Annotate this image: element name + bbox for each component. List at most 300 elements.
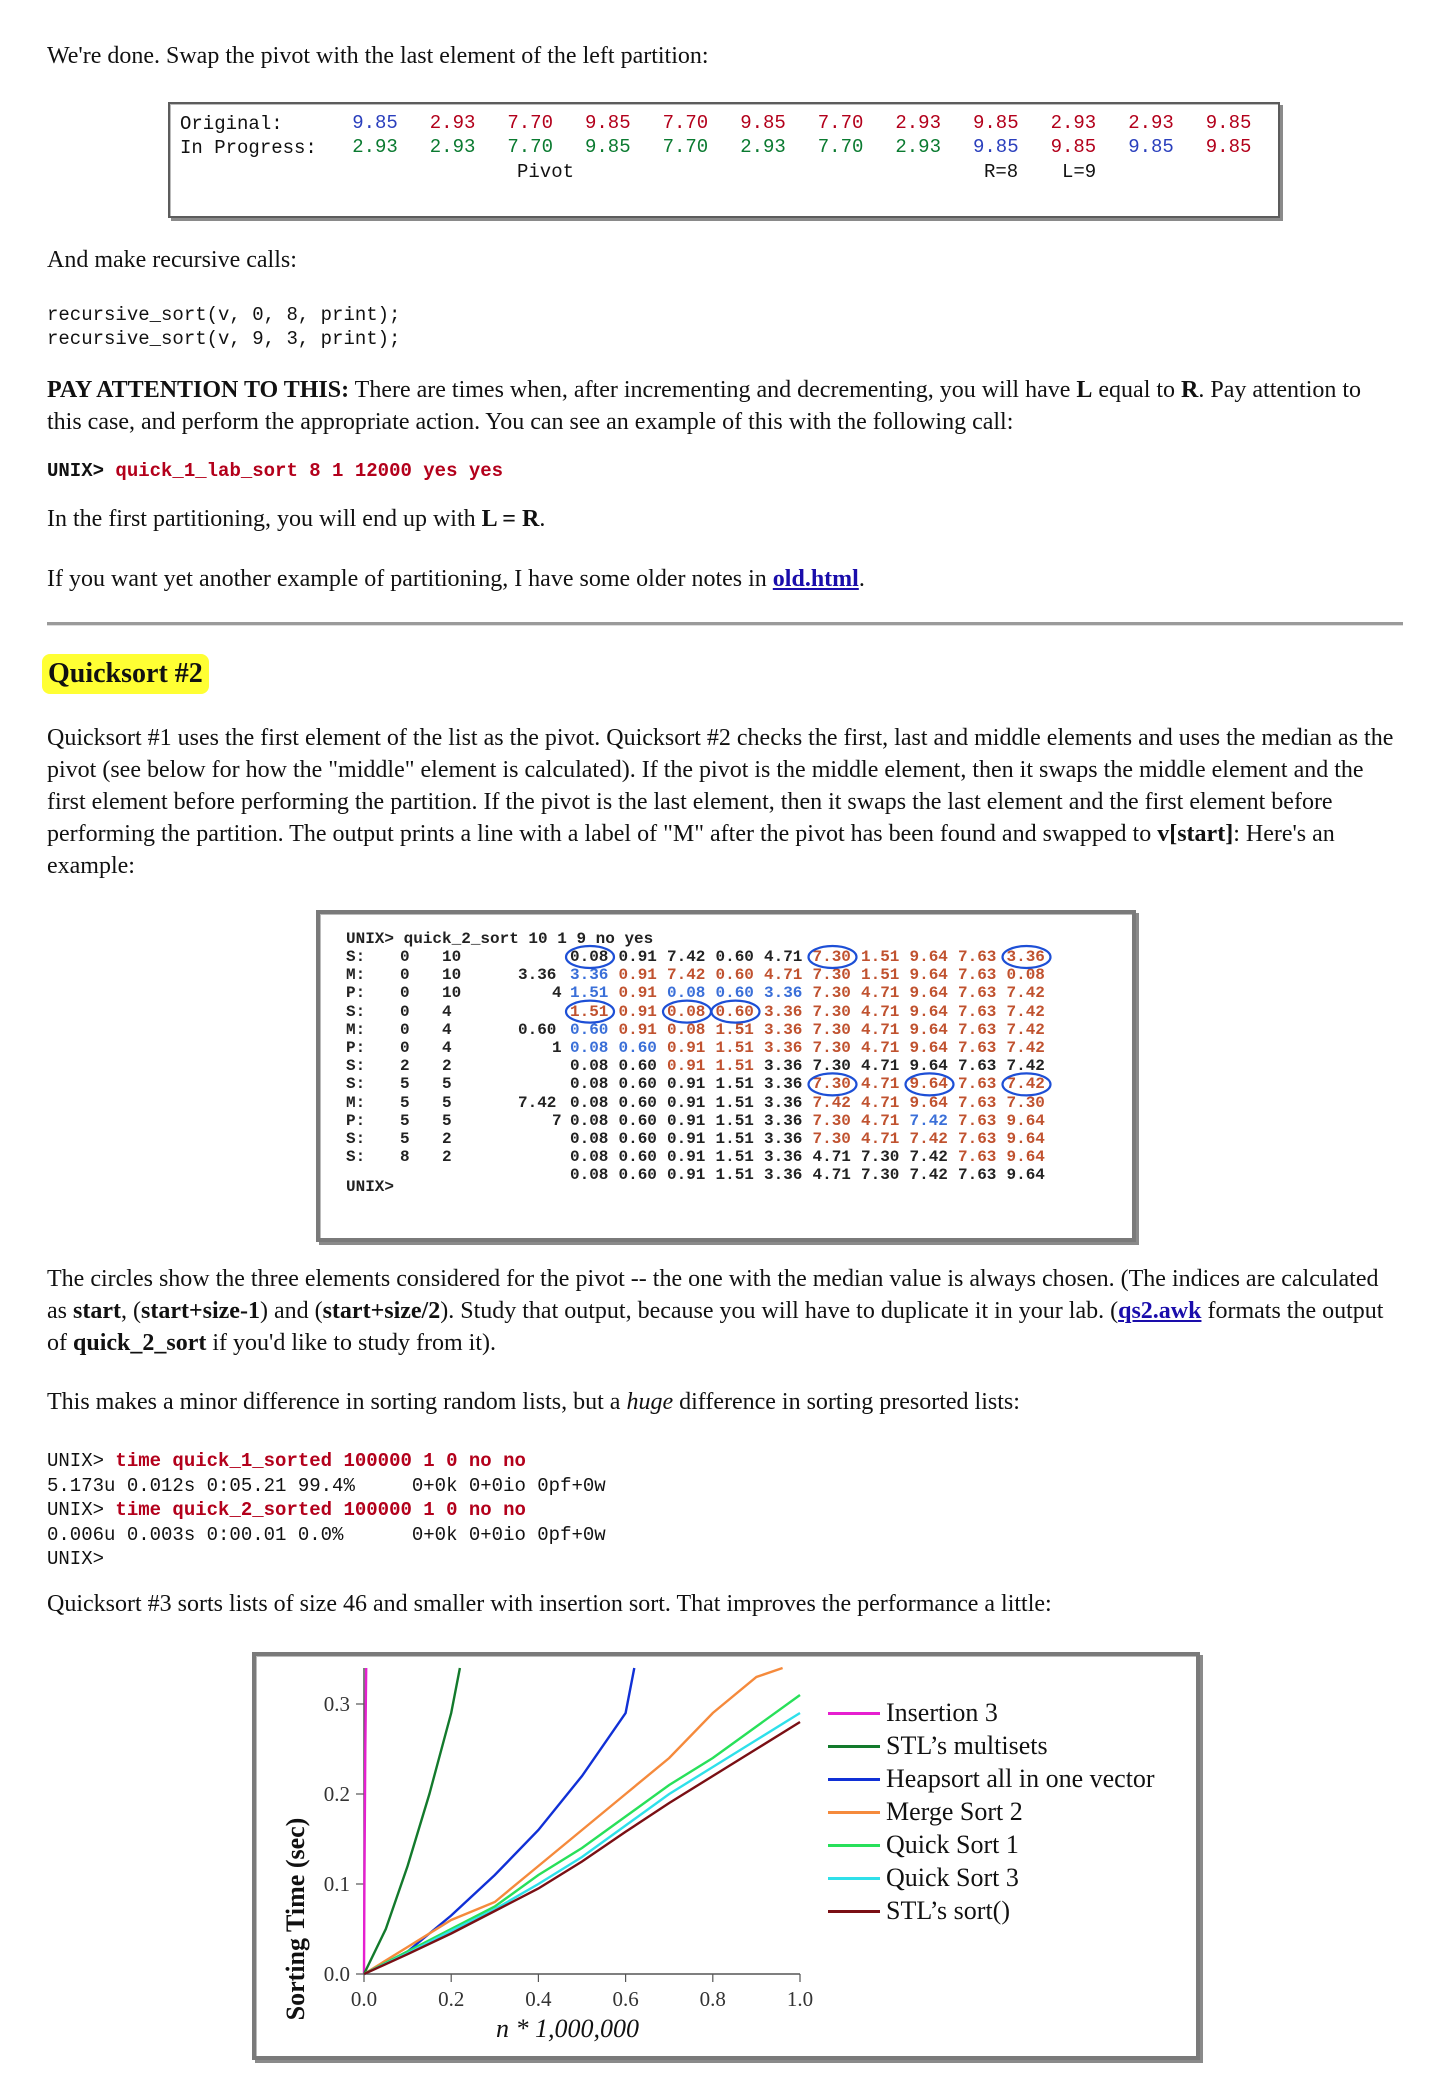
row-value: 9.64	[909, 1020, 948, 1039]
row-value: 9.64	[909, 1075, 948, 1094]
row-value: 4.71	[861, 1111, 900, 1130]
row-pivot: 7.42	[518, 1093, 557, 1112]
row-value: 0.60	[618, 1039, 657, 1057]
row-value: 7.42	[1006, 1039, 1045, 1057]
legend-swatch	[828, 1844, 880, 1847]
x-tick-label: 1.0	[786, 1987, 814, 2011]
row-value: 1.51	[861, 966, 900, 985]
attention-R: R	[1181, 377, 1199, 403]
row-value: 1.51	[715, 1020, 754, 1039]
row-value: 7.30	[812, 1020, 851, 1039]
row-value: 0.60	[618, 1166, 657, 1185]
attention-text-a: There are times when, after incrementing and decrementing, you will have	[349, 377, 1077, 403]
row-value: 0.91	[667, 1166, 706, 1185]
row-value: 1.51	[715, 1111, 754, 1130]
original-value: 7.70	[817, 112, 864, 134]
in-progress-value: 9.85	[1205, 136, 1252, 158]
circles-text-b: , (	[120, 1298, 141, 1324]
presorted-output: 0.006u 0.003s 0:00.01 0.0% 0+0k 0+0io 0pf+0w	[47, 1523, 606, 1546]
row-value: 0.08	[1006, 966, 1045, 985]
in-progress-value: 9.85	[584, 136, 631, 158]
circles-paragraph	[47, 1263, 1397, 1359]
row-value: 7.30	[861, 1148, 900, 1167]
qs2-bold: v[start]	[1157, 821, 1234, 847]
y-axis-label: Sorting Time (sec)	[281, 1817, 310, 2021]
row-value: 9.64	[909, 984, 948, 1003]
partition-box	[168, 102, 1280, 218]
row-size: 5	[442, 1111, 452, 1130]
original-value: 2.93	[1128, 112, 1174, 134]
circles-text-a: The circles show the three elements considered for the pivot -- the one with the median value is always chosen. (The indices are calculated as	[47, 1266, 1379, 1324]
row-value: 9.64	[909, 1002, 948, 1021]
x-tick-label: 0.6	[612, 1987, 639, 2011]
recursive-call-2: recursive_sort(v, 9, 3, print);	[47, 328, 401, 350]
row-pivot: 3.36	[518, 966, 557, 985]
intro-line: We're done. Swap the pivot with the last element of the left partition:	[47, 43, 709, 69]
legend-swatch	[828, 1877, 880, 1880]
presorted-command-line	[47, 1547, 104, 1571]
row-value: 3.36	[764, 1039, 803, 1057]
pivot-candidate-circle	[1003, 1073, 1051, 1095]
row-size: 10	[442, 966, 462, 985]
in-progress-value: 2.93	[429, 136, 476, 158]
in-progress-value: 7.70	[817, 136, 864, 158]
attention-text-b: equal to	[1092, 377, 1182, 403]
x-tick-label: 0.8	[699, 1987, 726, 2011]
row-value: 0.08	[570, 1075, 609, 1094]
row-value: 0.91	[618, 984, 657, 1003]
row-value: 7.63	[958, 1075, 997, 1094]
row-value: 0.08	[570, 1093, 609, 1112]
row-start: 5	[400, 1093, 410, 1112]
row-value: 0.91	[667, 1075, 706, 1094]
row-size: 10	[442, 984, 462, 1003]
row-value: 0.60	[715, 1002, 754, 1021]
row-value: 0.08	[570, 1166, 609, 1185]
x-tick-label: 0.4	[525, 1987, 552, 2011]
row-value: 7.42	[909, 1166, 948, 1185]
row-value: 7.30	[812, 1057, 851, 1076]
row-start: 5	[400, 1130, 410, 1148]
unix-command-line	[47, 459, 503, 483]
in-progress-value: 7.70	[507, 136, 553, 158]
row-label: P:	[346, 984, 366, 1003]
legend-label: Quick Sort 3	[886, 1863, 1019, 1892]
row-value: 0.91	[618, 948, 657, 966]
row-value: 7.42	[1006, 1075, 1045, 1094]
chart-frame	[252, 1652, 1200, 2060]
row-value: 4.71	[764, 948, 803, 966]
legend-swatch	[828, 1910, 880, 1913]
row-value: 0.60	[618, 1057, 657, 1076]
y-tick-label: 0.2	[323, 1782, 350, 1806]
row-value: 4.71	[861, 1075, 900, 1094]
in-progress-value: 9.85	[1128, 136, 1174, 158]
row-value: 7.42	[1006, 1057, 1045, 1076]
row-start: 2	[400, 1057, 410, 1076]
row-start: 5	[400, 1111, 410, 1130]
row-label: S:	[346, 1075, 366, 1094]
row-value: 7.63	[958, 1057, 997, 1076]
row-value: 9.64	[909, 1057, 948, 1076]
row-value: 1.51	[715, 1039, 754, 1057]
x-tick-label: 0.0	[350, 1987, 378, 2011]
row-value: 7.63	[958, 1166, 997, 1185]
row-value: 3.36	[764, 984, 803, 1003]
row-value: 0.60	[618, 1130, 657, 1148]
qs2-awk-link[interactable]: qs2.awk	[1118, 1298, 1202, 1324]
row-value: 3.36	[764, 1130, 803, 1148]
row-value: 9.64	[1006, 1148, 1045, 1167]
pivot-label: Pivot	[517, 161, 575, 183]
row-pivot: 0.60	[518, 1020, 557, 1039]
row-value: 7.63	[958, 1148, 997, 1167]
first-partition-text	[47, 503, 1397, 535]
legend-label: STL’s sort()	[886, 1896, 1010, 1925]
first-partition-eq: L = R	[481, 506, 540, 532]
row-value: 0.08	[570, 1057, 609, 1076]
row-value: 7.30	[861, 1166, 900, 1185]
circles-text-c: ) and (	[259, 1298, 323, 1324]
circles-start-size: start+size-1	[140, 1298, 260, 1324]
row-value: 7.63	[958, 966, 997, 985]
row-value: 7.42	[909, 1130, 948, 1148]
pivot-candidate-circle	[566, 1001, 614, 1023]
terminal-output	[316, 910, 1136, 1242]
row-value: 7.42	[812, 1093, 851, 1112]
row-value: 9.64	[1006, 1166, 1045, 1185]
attention-text-c: . Pay attention to this case, and perform the appropriate action. You can see an example of this with the following call:	[47, 377, 1362, 435]
row-value: 9.64	[909, 1039, 948, 1057]
row-size: 2	[442, 1057, 452, 1076]
row-value: 0.60	[618, 1111, 657, 1130]
qs2-paragraph	[47, 722, 1397, 882]
row-value: 7.42	[1006, 984, 1045, 1003]
unix-prompt: UNIX>	[47, 1450, 116, 1472]
row-value: 0.08	[570, 1039, 609, 1057]
legend-swatch	[828, 1745, 880, 1748]
legend-label: Quick Sort 1	[886, 1830, 1019, 1859]
row-value: 7.30	[812, 1130, 851, 1148]
in-progress-value: 2.93	[352, 136, 398, 158]
row-value: 0.91	[667, 1039, 706, 1057]
row-value: 0.08	[667, 1020, 706, 1039]
row-value: 0.91	[618, 1020, 657, 1039]
row-size: 4	[442, 1020, 452, 1039]
presorted-em: huge	[626, 1389, 674, 1415]
section-title: Quicksort #2	[42, 654, 209, 694]
row-value: 1.51	[570, 1002, 609, 1021]
row-value: 0.91	[667, 1057, 706, 1076]
row-value: 7.42	[1006, 1020, 1045, 1039]
presorted-command-line	[47, 1498, 526, 1522]
attention-L: L	[1076, 377, 1093, 403]
row-value: 0.91	[618, 966, 657, 985]
pivot-candidate-circle	[906, 1073, 954, 1095]
presorted-command: time quick_1_sorted 100000 1 0 no no	[115, 1450, 526, 1472]
row-label: S:	[346, 1130, 366, 1148]
presorted-output: 5.173u 0.012s 0:05.21 99.4% 0+0k 0+0io 0pf+0w	[47, 1474, 606, 1497]
row-value: 0.08	[667, 984, 706, 1003]
row-value: 0.60	[618, 1075, 657, 1094]
row-value: 0.91	[667, 1111, 706, 1130]
row-value: 7.30	[812, 1111, 851, 1130]
legend-swatch	[828, 1811, 880, 1814]
circles-text-e: formats the output of	[47, 1298, 1384, 1356]
row-value: 7.30	[812, 1075, 851, 1094]
row-value: 4.71	[861, 1002, 900, 1021]
row-value: 3.36	[764, 1111, 803, 1130]
first-partition-b: .	[539, 506, 546, 532]
y-tick-label: 0.1	[323, 1872, 350, 1896]
original-value: 2.93	[1050, 112, 1097, 134]
row-value: 0.60	[570, 1020, 609, 1039]
terminal-end-prompt: UNIX>	[346, 1178, 395, 1196]
original-value: 9.85	[352, 112, 398, 134]
row-value: 3.36	[764, 1166, 803, 1185]
row-value: 4.71	[861, 1020, 900, 1039]
in-progress-value: 2.93	[895, 136, 941, 158]
row-start: 0	[400, 984, 410, 1003]
circles-start: start	[73, 1298, 121, 1324]
row-value: 4.71	[764, 966, 803, 985]
row-label: P:	[346, 1111, 366, 1130]
row-value: 1.51	[715, 1075, 754, 1094]
row-label: S:	[346, 1002, 366, 1021]
unix-command: quick_1_lab_sort 8 1 12000 yes yes	[115, 460, 504, 482]
row-label: S:	[346, 948, 366, 966]
row-value: 4.71	[812, 1166, 851, 1185]
qs2-text-a: Quicksort #1 uses the first element of the list as the pivot. Quicksort #2 checks the first, last and middle elements and uses the median as the pivot (see below for how the "middle" element is calculated). If the pivot is the middle element, then it swaps the middle element and the first element before performing the partition. If the pivot is the last element, then it swaps the last element and the first element before performing the partition. The output prints a line with a label of "M" after the pivot has been found and swapped to	[47, 725, 1394, 847]
row-value: 0.60	[618, 1148, 657, 1167]
original-value: 7.70	[507, 112, 553, 134]
row-pivot: 1	[552, 1039, 562, 1057]
row-value: 4.71	[861, 1130, 900, 1148]
y-tick-label: 0.3	[323, 1692, 350, 1716]
terminal-command: UNIX> quick_2_sort 10 1 9 no yes	[346, 930, 654, 948]
recursive-intro: And make recursive calls:	[47, 247, 297, 273]
row-value: 1.51	[715, 1093, 754, 1112]
circles-start-half: start+size/2	[322, 1298, 441, 1324]
presorted-paragraph	[47, 1386, 1397, 1418]
older-notes-a: If you want yet another example of partitioning, I have some older notes in	[47, 566, 773, 592]
y-axis-label-wrap	[256, 1806, 310, 2026]
row-size: 2	[442, 1130, 452, 1148]
in-progress-value: 9.85	[1050, 136, 1097, 158]
pivot-candidate-circle	[712, 1001, 760, 1023]
row-value: 7.63	[958, 984, 997, 1003]
pivot-candidate-circle	[566, 946, 614, 968]
row-value: 7.63	[958, 1020, 997, 1039]
row-value: 4.71	[861, 1093, 900, 1112]
row-size: 10	[442, 948, 462, 966]
row-label: P:	[346, 1039, 366, 1057]
row-label: M:	[346, 1093, 366, 1112]
legend-label: Heapsort all in one vector	[886, 1764, 1155, 1793]
row-value: 7.63	[958, 1093, 997, 1112]
in-progress-value: 7.70	[662, 136, 709, 158]
row-value: 0.08	[570, 948, 609, 966]
row-value: 0.60	[715, 984, 754, 1003]
sorting-time-chart	[256, 1656, 1196, 2056]
row-value: 7.63	[958, 948, 997, 966]
legend-label: Merge Sort 2	[886, 1797, 1023, 1826]
row-value: 3.36	[764, 1148, 803, 1167]
row-value: 4.71	[812, 1148, 851, 1167]
series-line	[364, 1668, 783, 1974]
row-value: 0.60	[618, 1093, 657, 1112]
l-label: L=9	[1062, 161, 1097, 183]
row-label: M:	[346, 1020, 366, 1039]
row-value: 4.71	[861, 984, 900, 1003]
row-value: 7.30	[1006, 1093, 1045, 1112]
row-value: 7.63	[958, 1130, 997, 1148]
original-value: 2.93	[429, 112, 476, 134]
row-value: 7.30	[812, 1002, 851, 1021]
row-value: 9.64	[909, 1093, 948, 1112]
pivot-circles	[320, 914, 1132, 1238]
row-size: 4	[442, 1002, 452, 1021]
attention-bold: PAY ATTENTION TO THIS:	[47, 377, 350, 403]
row-value: 9.64	[909, 966, 948, 985]
series-line	[364, 1668, 460, 1974]
presorted-command: time quick_2_sorted 100000 1 0 no no	[115, 1499, 526, 1521]
row-value: 1.51	[715, 1057, 754, 1076]
attention-paragraph	[47, 374, 1397, 438]
row-value: 0.91	[667, 1093, 706, 1112]
row-value: 7.63	[958, 1002, 997, 1021]
row-value: 3.36	[764, 1002, 803, 1021]
older-notes-text	[47, 563, 1397, 595]
row-pivot: 4	[552, 984, 562, 1003]
qs3-text: Quicksort #3 sorts lists of size 46 and smaller with insertion sort. That improves the performance a little:	[47, 1591, 1052, 1617]
row-value: 7.42	[1006, 1002, 1045, 1021]
older-notes-b: .	[858, 566, 865, 592]
row-value: 1.51	[715, 1166, 754, 1185]
row-value: 7.63	[958, 1111, 997, 1130]
row-value: 3.36	[764, 1093, 803, 1112]
row-start: 0	[400, 966, 410, 985]
legend-label: STL’s multisets	[886, 1731, 1048, 1760]
row-value: 7.42	[667, 948, 706, 966]
legend-swatch	[828, 1778, 880, 1781]
in-progress-label: In Progress:	[180, 137, 317, 159]
row-label: S:	[346, 1148, 366, 1167]
first-partition-a: In the first partitioning, you will end up with	[47, 506, 482, 532]
row-value: 0.60	[715, 948, 754, 966]
row-value: 1.51	[570, 984, 609, 1003]
row-value: 3.36	[1006, 948, 1045, 966]
row-value: 7.30	[812, 1039, 851, 1057]
row-value: 1.51	[715, 1148, 754, 1167]
recursive-call-1: recursive_sort(v, 0, 8, print);	[47, 304, 401, 326]
unix-prompt: UNIX>	[47, 1548, 105, 1570]
row-value: 0.08	[570, 1148, 609, 1167]
x-axis-label: n * 1,000,000	[496, 2014, 639, 2043]
row-start: 0	[400, 948, 410, 966]
pivot-candidate-circle	[663, 1001, 711, 1023]
row-value: 0.08	[570, 1111, 609, 1130]
x-tick-label: 0.2	[438, 1987, 465, 2011]
row-value: 3.36	[764, 1057, 803, 1076]
row-value: 9.64	[1006, 1130, 1045, 1148]
qs2-text-b: : Here's an example:	[47, 821, 1335, 879]
original-value: 2.93	[895, 112, 941, 134]
row-size: 2	[442, 1148, 452, 1167]
row-value: 0.91	[618, 1002, 657, 1021]
original-value: 9.85	[972, 112, 1019, 134]
row-value: 0.60	[715, 966, 754, 985]
row-value: 1.51	[715, 1130, 754, 1148]
row-value: 7.30	[812, 966, 851, 985]
pivot-candidate-circle	[1003, 946, 1051, 968]
row-value: 7.30	[812, 984, 851, 1003]
in-progress-value: 2.93	[740, 136, 786, 158]
row-value: 7.63	[958, 1039, 997, 1057]
row-start: 0	[400, 1020, 410, 1039]
row-label: M:	[346, 966, 366, 985]
original-value: 9.85	[584, 112, 631, 134]
original-value: 9.85	[1205, 112, 1252, 134]
y-tick-label: 0.0	[323, 1962, 350, 1986]
row-value: 7.42	[909, 1148, 948, 1167]
presorted-text-a: This makes a minor difference in sorting random lists, but a	[47, 1389, 627, 1415]
row-value: 0.91	[667, 1130, 706, 1148]
original-label: Original:	[180, 113, 283, 135]
legend-label: Insertion 3	[886, 1698, 998, 1727]
circles-text-d: ). Study that output, because you will have to duplicate it in your lab. (	[440, 1298, 1119, 1324]
row-size: 4	[442, 1039, 452, 1057]
original-value: 9.85	[740, 112, 786, 134]
row-value: 9.64	[1006, 1111, 1045, 1130]
row-value: 3.36	[764, 1075, 803, 1094]
row-value: 7.42	[909, 1111, 948, 1130]
row-size: 5	[442, 1093, 452, 1112]
row-value: 0.91	[667, 1148, 706, 1167]
old-html-link[interactable]: old.html	[772, 566, 859, 592]
unix-prompt: UNIX>	[47, 1499, 116, 1521]
row-value: 0.08	[667, 1002, 706, 1021]
row-value: 9.64	[909, 948, 948, 966]
row-value: 4.71	[861, 1057, 900, 1076]
row-start: 8	[400, 1148, 410, 1167]
presorted-text-b: difference in sorting presorted lists:	[673, 1389, 1020, 1415]
original-value: 7.70	[662, 112, 709, 134]
presorted-command-line	[47, 1449, 526, 1473]
row-value: 7.30	[812, 948, 851, 966]
legend-swatch	[828, 1712, 880, 1715]
row-start: 5	[400, 1075, 410, 1094]
unix-prompt: UNIX>	[47, 460, 105, 482]
row-value: 3.36	[764, 1020, 803, 1039]
row-pivot: 7	[552, 1111, 562, 1130]
row-value: 0.08	[570, 1130, 609, 1148]
row-value: 4.71	[861, 1039, 900, 1057]
circles-text-f: if you'd like to study from it).	[206, 1330, 496, 1356]
row-start: 0	[400, 1039, 410, 1057]
divider	[47, 622, 1403, 626]
pivot-candidate-circle	[809, 946, 857, 968]
pivot-candidate-circle	[809, 1073, 857, 1095]
in-progress-value: 9.85	[972, 136, 1019, 158]
row-start: 0	[400, 1002, 410, 1021]
row-size: 5	[442, 1075, 452, 1094]
row-value: 3.36	[570, 966, 609, 985]
r-label: R=8	[984, 161, 1019, 183]
row-label: S:	[346, 1057, 366, 1076]
row-value: 7.42	[667, 966, 706, 985]
row-value: 1.51	[861, 948, 900, 966]
